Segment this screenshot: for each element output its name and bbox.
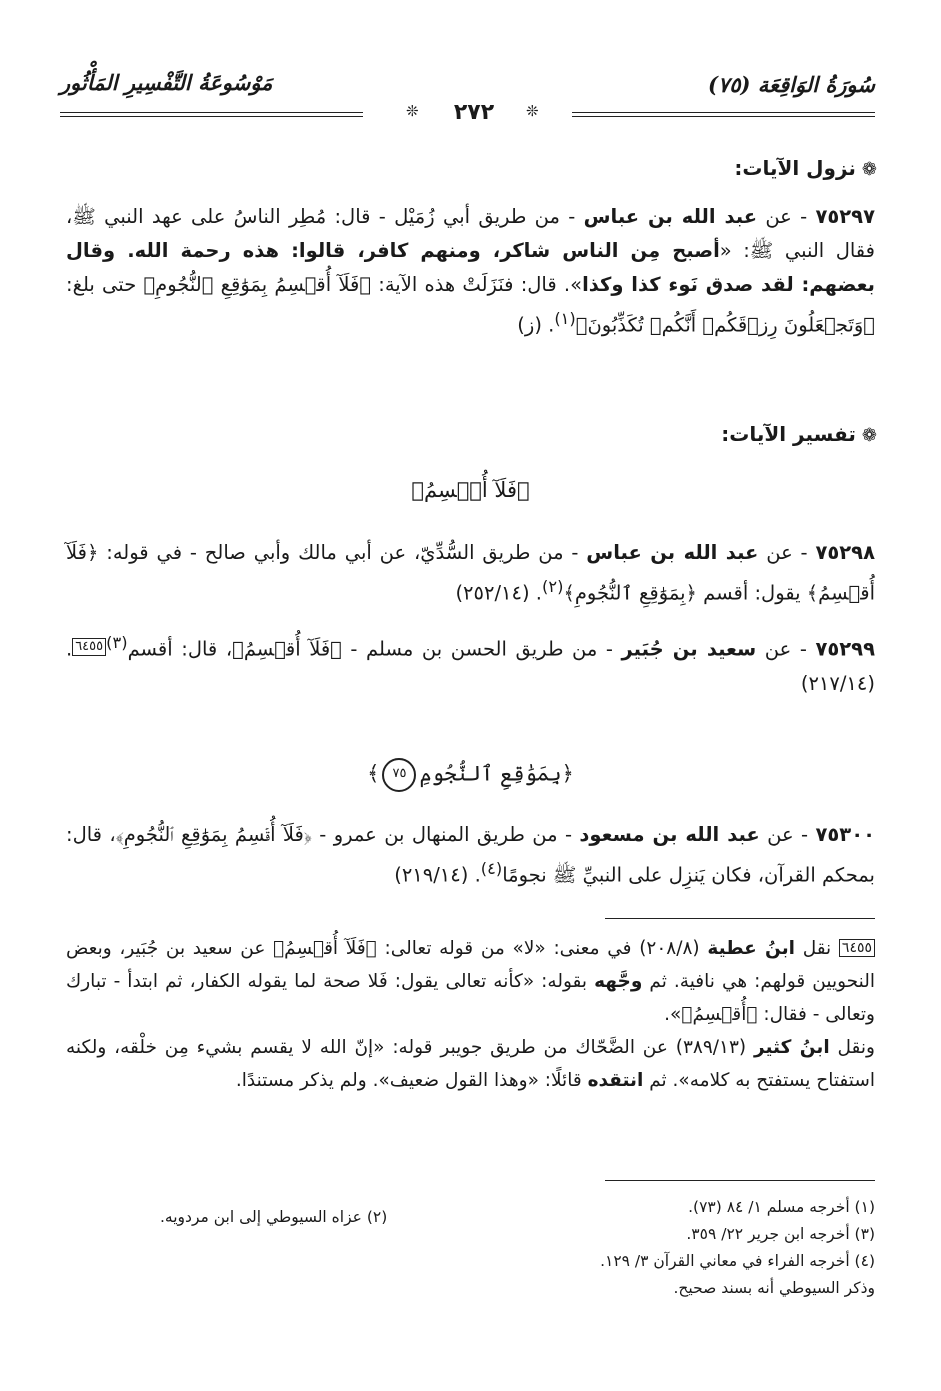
footnote-ref[interactable]: (٣)	[106, 633, 128, 652]
entry-number: ٧٥٢٩٩	[815, 637, 875, 661]
commentary-divider	[605, 918, 875, 919]
footnote-divider	[605, 1180, 875, 1181]
commentary-paragraph: ٦٤٥٥ نقل ابنُ عطية (٢٠٨/٨) في معنى: «لا» من قوله تعالى: ﴿فَلَآ أُقۡسِمُ﴾ عن سعيد بن جُبَير، وبعض النحويين قولهم: هي نافية. ثم وجَّهه بقوله: «كأنه تعالى يقول: فَلا صحة لما يقوله الكفار، ثم ابتدأ - تبارك وتعالى - فقال: ﴿أُقۡسِمُ﴾».	[66, 938, 875, 1025]
hadith-entry: ٧٥٢٩٨ - عن عبد الله بن عباس - من طريق السُّدِّيّ، عن أبي مالك وأبي صالح - في قوله: ﴿فَلَآ أُقۡسِمُ﴾ يقول: أقسم ﴿بِمَوَٰقِعِ ٱلنُّجُومِ﴾$^{(٢)}$. (٢٥٢/١٤)	[66, 541, 875, 605]
narrator: عبد الله بن عباس	[583, 205, 758, 228]
footnote-ref[interactable]: (١)	[554, 309, 576, 328]
page-number: ٢٧٢	[453, 100, 495, 125]
entry-number: ٧٥٢٩٨	[815, 541, 875, 564]
hadith-entry: ٧٥٢٩٩ - عن سعيد بن جُبَير - من طريق الحسن بن مسلم - ﴿فَلَآ أُقۡسِمُ﴾، قال: أقسم$^{(٣)}$٦٤٥٥. (٢١٧/١٤)	[66, 633, 875, 695]
hadith-entry: ٧٥٣٠٠ - عن عبد الله بن مسعود - من طريق المنهال بن عمرو - ﴿فَلَآ أُقۡسِمُ بِمَوَٰقِعِ ٱلنُّجُومِ﴾، قال: بمحكم القرآن، فكان يَنزِل على النبيِّ ﷺ نجومًا$^{(٤)}$. (٢١٩/١٤)	[66, 823, 875, 887]
footnote: (١) أخرجه مسلم ١/ ٨٤ (٧٣).	[688, 1198, 875, 1216]
ayah-number-icon: ٧٥	[382, 758, 416, 792]
narrator: سعيد بن جُبَير	[621, 637, 757, 661]
commentary-paragraph: ونقل ابنُ كثير (٣٨٩/١٣) عن الضَّحّاك من طريق جويبر قوله: «إنّ الله لا يقسم بشيء مِن خلْقه، ولكنه استفتاح يستفتح به كلامه». ثم انتقده قائلًا: «وهذا القول ضعيف». ولم يذكر مستندًا.	[66, 1037, 875, 1091]
footnote-ref[interactable]: (٤)	[480, 859, 503, 878]
entry-number: ٧٥٣٠٠	[815, 823, 875, 846]
ornament-icon: ❊	[526, 102, 539, 120]
header-rule-right	[572, 112, 875, 117]
flower-icon: ❁	[861, 425, 877, 446]
footnote: (٢) عزاه السيوطي إلى ابن مردويه.	[160, 1208, 388, 1226]
narrator: عبد الله بن مسعود	[579, 823, 760, 846]
surah-title: سُورَةُ الوَاقِعَة (٧٥)	[708, 72, 875, 97]
section-heading-tafsir: ❁تفسير الآيات:	[721, 422, 877, 446]
footnote: (٤) أخرجه الفراء في معاني القرآن ٣/ ١٢٩.	[600, 1252, 875, 1270]
book-title: مَوْسُوعَةُ التَّفْسِيرِ المَأْثُور	[60, 70, 273, 95]
commentary-ref-box[interactable]: ٦٤٥٥	[72, 638, 106, 656]
commentary-block	[66, 932, 875, 1097]
hadith-text: أصبح مِن الناس شاكر، ومنهم كافر، قالوا: هذه رحمة الله. وقال بعضهم: لقد صدق نَوء كذا وكذا	[66, 239, 875, 296]
entry-number: ٧٥٢٩٧	[815, 205, 875, 228]
footnotes-column	[435, 1194, 875, 1302]
commentary-ref-box: ٦٤٥٥	[839, 939, 875, 957]
running-header	[60, 68, 875, 138]
narrator: عبد الله بن عباس	[586, 541, 759, 564]
footnote: (٣) أخرجه ابن جرير ٢٢/ ٣٥٩.	[686, 1225, 875, 1243]
ornament-icon: ❊	[406, 102, 419, 120]
footnote-ref[interactable]: (٢)	[542, 577, 564, 596]
header-rule-left	[60, 112, 363, 117]
hadith-entry: ٧٥٢٩٧ - عن عبد الله بن عباس - من طريق أبي زُمَيْل - قال: مُطِر الناسُ على عهد النبي ﷺ، فقال النبي ﷺ: «أصبح مِن الناس شاكر، ومنهم كافر، قالوا: هذه رحمة الله. وقال بعضهم: لقد صدق نَوء كذا وكذا». قال: فنَزَلَتْ هذه الآية: ﴿فَلَآ أُقۡسِمُ بِمَوَٰقِعِ ٱلنُّجُومِ﴾ حتى بلغ: ﴿وَتَجۡعَلُونَ رِزۡقَكُمۡ أَنَّكُمۡ تُكَذِّبُونَ﴾$^{(١)}$. (ز)	[66, 205, 875, 337]
footnote: وذكر السيوطي أنه بسند صحيح.	[673, 1279, 875, 1297]
flower-icon: ❁	[861, 159, 877, 180]
verse-heading: ﴿فَلَآ أُقۡسِمُ﴾	[411, 478, 530, 502]
section-heading-nuzul: ❁نزول الآيات:	[734, 156, 877, 180]
verse-heading: ﴿بِمَوَٰقِعِ ٱلنُّجُومِ٧٥﴾	[0, 758, 941, 792]
